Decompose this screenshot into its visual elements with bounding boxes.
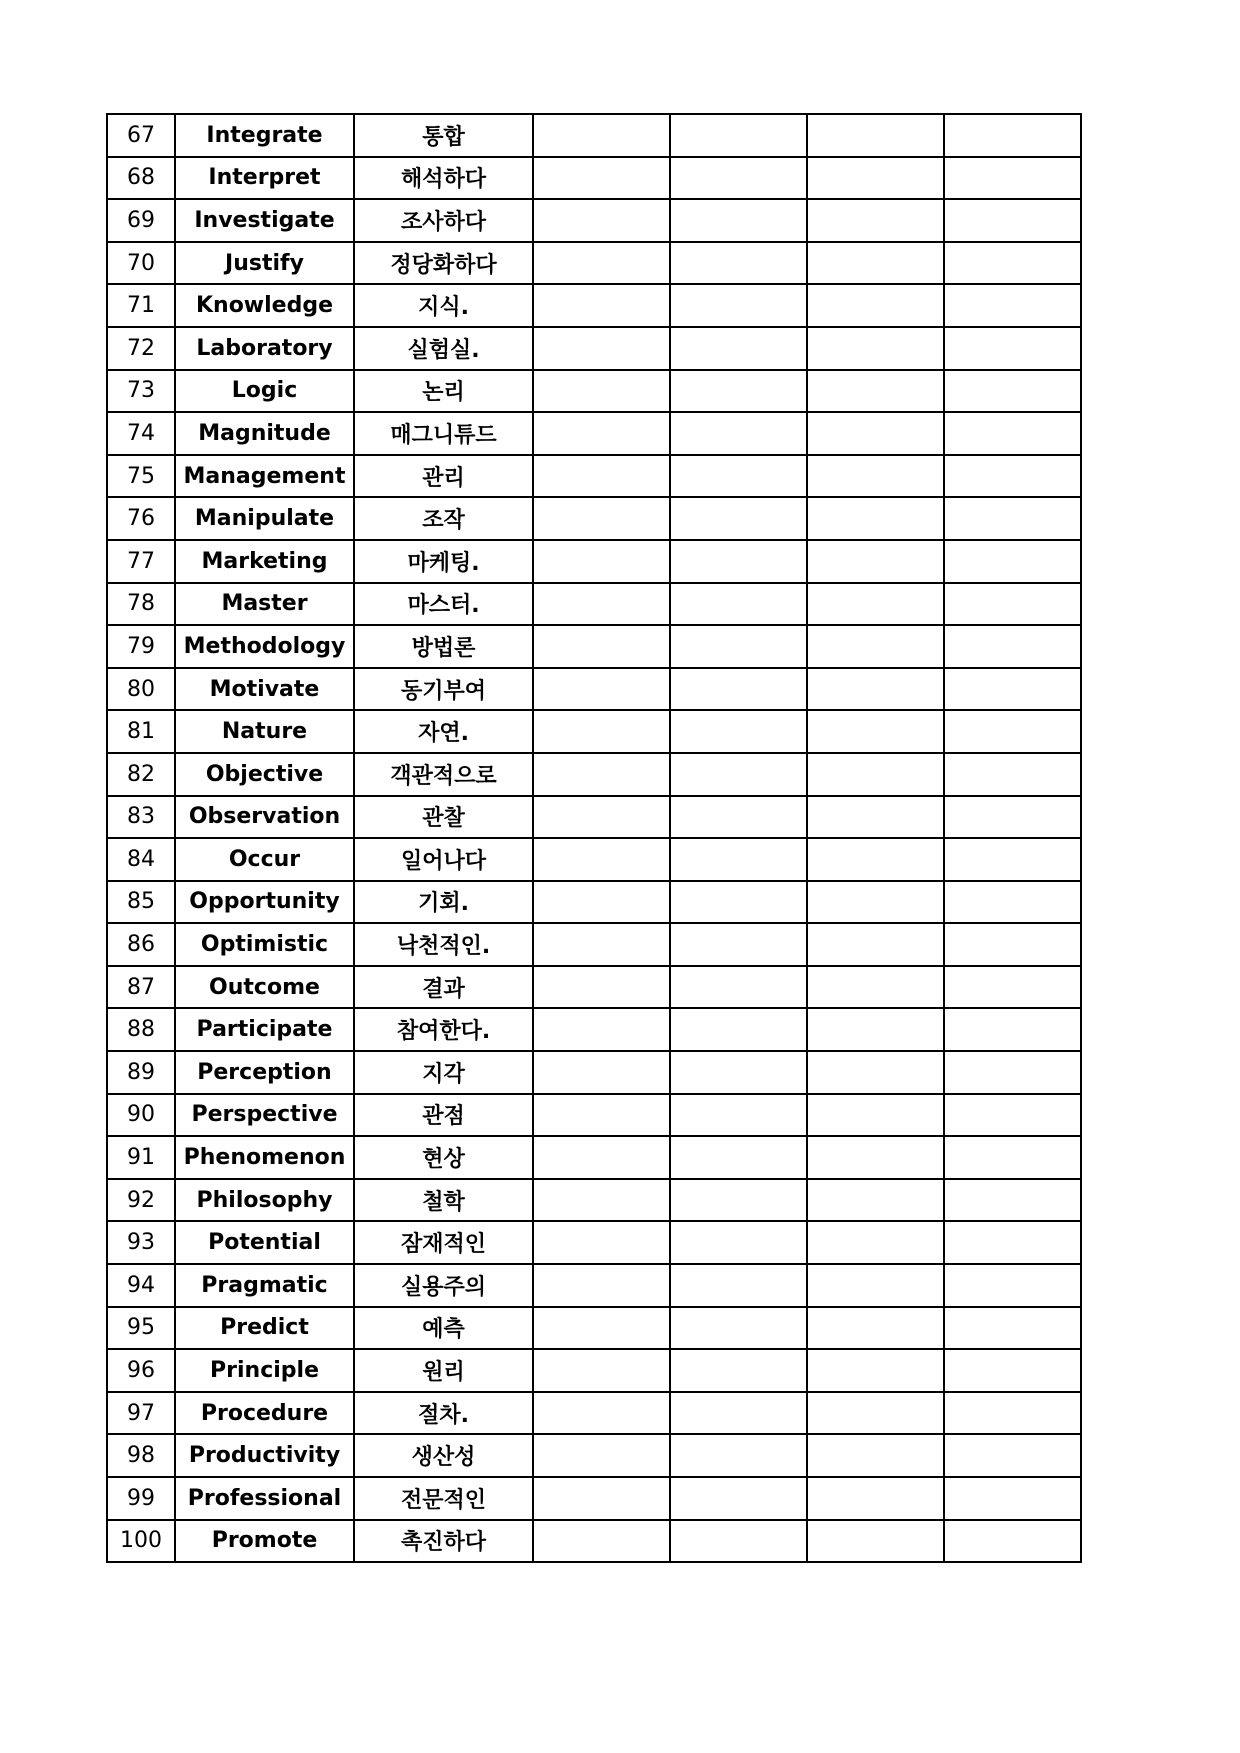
english-word: Marketing xyxy=(175,540,354,583)
blank-cell-4 xyxy=(944,370,1081,413)
blank-cell-1 xyxy=(533,881,670,924)
table-row xyxy=(107,1307,1081,1350)
korean-meaning: 동기부여 xyxy=(354,668,533,711)
table-row xyxy=(107,1349,1081,1392)
blank-cell-2 xyxy=(670,923,807,966)
row-number: 70 xyxy=(107,242,175,285)
english-word: Phenomenon xyxy=(175,1136,354,1179)
blank-cell-2 xyxy=(670,625,807,668)
table-row xyxy=(107,1136,1081,1179)
blank-cell-1 xyxy=(533,923,670,966)
blank-cell-2 xyxy=(670,157,807,200)
blank-cell-3 xyxy=(807,583,944,626)
blank-cell-1 xyxy=(533,1392,670,1435)
row-number: 84 xyxy=(107,838,175,881)
blank-cell-1 xyxy=(533,327,670,370)
blank-cell-4 xyxy=(944,923,1081,966)
blank-cell-3 xyxy=(807,710,944,753)
korean-meaning: 통합 xyxy=(354,114,533,157)
blank-cell-4 xyxy=(944,583,1081,626)
blank-cell-3 xyxy=(807,327,944,370)
korean-meaning: 잠재적인 xyxy=(354,1221,533,1264)
row-number: 74 xyxy=(107,412,175,455)
blank-cell-3 xyxy=(807,1051,944,1094)
blank-cell-3 xyxy=(807,753,944,796)
blank-cell-4 xyxy=(944,1051,1081,1094)
table-row xyxy=(107,199,1081,242)
korean-meaning: 철학 xyxy=(354,1179,533,1222)
blank-cell-4 xyxy=(944,1008,1081,1051)
blank-cell-4 xyxy=(944,881,1081,924)
table-row xyxy=(107,327,1081,370)
english-word: Manipulate xyxy=(175,497,354,540)
blank-cell-2 xyxy=(670,114,807,157)
row-number: 94 xyxy=(107,1264,175,1307)
korean-meaning: 조작 xyxy=(354,497,533,540)
row-number: 92 xyxy=(107,1179,175,1222)
blank-cell-3 xyxy=(807,923,944,966)
blank-cell-2 xyxy=(670,1349,807,1392)
blank-cell-4 xyxy=(944,1264,1081,1307)
blank-cell-2 xyxy=(670,1434,807,1477)
english-word: Logic xyxy=(175,370,354,413)
blank-cell-1 xyxy=(533,1051,670,1094)
blank-cell-1 xyxy=(533,710,670,753)
row-number: 68 xyxy=(107,157,175,200)
english-word: Occur xyxy=(175,838,354,881)
english-word: Potential xyxy=(175,1221,354,1264)
row-number: 88 xyxy=(107,1008,175,1051)
blank-cell-2 xyxy=(670,583,807,626)
blank-cell-3 xyxy=(807,625,944,668)
blank-cell-3 xyxy=(807,157,944,200)
table-row xyxy=(107,497,1081,540)
row-number: 97 xyxy=(107,1392,175,1435)
table-row xyxy=(107,1392,1081,1435)
blank-cell-2 xyxy=(670,370,807,413)
row-number: 73 xyxy=(107,370,175,413)
blank-cell-4 xyxy=(944,114,1081,157)
blank-cell-4 xyxy=(944,1520,1081,1563)
row-number: 85 xyxy=(107,881,175,924)
blank-cell-2 xyxy=(670,284,807,327)
blank-cell-3 xyxy=(807,412,944,455)
blank-cell-1 xyxy=(533,1307,670,1350)
blank-cell-2 xyxy=(670,753,807,796)
blank-cell-3 xyxy=(807,668,944,711)
blank-cell-1 xyxy=(533,199,670,242)
korean-meaning: 기회. xyxy=(354,881,533,924)
blank-cell-4 xyxy=(944,412,1081,455)
row-number: 67 xyxy=(107,114,175,157)
blank-cell-2 xyxy=(670,796,807,839)
korean-meaning: 절차. xyxy=(354,1392,533,1435)
english-word: Objective xyxy=(175,753,354,796)
row-number: 100 xyxy=(107,1520,175,1563)
korean-meaning: 정당화하다 xyxy=(354,242,533,285)
blank-cell-4 xyxy=(944,753,1081,796)
row-number: 83 xyxy=(107,796,175,839)
korean-meaning: 방법론 xyxy=(354,625,533,668)
table-row xyxy=(107,1051,1081,1094)
blank-cell-4 xyxy=(944,1434,1081,1477)
blank-cell-2 xyxy=(670,1008,807,1051)
row-number: 86 xyxy=(107,923,175,966)
row-number: 71 xyxy=(107,284,175,327)
english-word: Integrate xyxy=(175,114,354,157)
english-word: Perception xyxy=(175,1051,354,1094)
english-word: Philosophy xyxy=(175,1179,354,1222)
blank-cell-2 xyxy=(670,1520,807,1563)
blank-cell-1 xyxy=(533,1434,670,1477)
english-word: Interpret xyxy=(175,157,354,200)
blank-cell-2 xyxy=(670,1136,807,1179)
blank-cell-4 xyxy=(944,1221,1081,1264)
blank-cell-4 xyxy=(944,1392,1081,1435)
blank-cell-3 xyxy=(807,1520,944,1563)
blank-cell-3 xyxy=(807,497,944,540)
korean-meaning: 참여한다. xyxy=(354,1008,533,1051)
blank-cell-1 xyxy=(533,1221,670,1264)
vocabulary-table-body xyxy=(107,114,1081,1562)
blank-cell-3 xyxy=(807,1392,944,1435)
blank-cell-3 xyxy=(807,540,944,583)
blank-cell-4 xyxy=(944,966,1081,1009)
blank-cell-4 xyxy=(944,1094,1081,1137)
english-word: Principle xyxy=(175,1349,354,1392)
blank-cell-1 xyxy=(533,284,670,327)
table-row xyxy=(107,583,1081,626)
row-number: 99 xyxy=(107,1477,175,1520)
table-row xyxy=(107,1477,1081,1520)
blank-cell-2 xyxy=(670,668,807,711)
row-number: 90 xyxy=(107,1094,175,1137)
blank-cell-2 xyxy=(670,710,807,753)
table-row xyxy=(107,1221,1081,1264)
blank-cell-1 xyxy=(533,157,670,200)
blank-cell-2 xyxy=(670,966,807,1009)
english-word: Procedure xyxy=(175,1392,354,1435)
table-row xyxy=(107,668,1081,711)
korean-meaning: 지식. xyxy=(354,284,533,327)
blank-cell-1 xyxy=(533,583,670,626)
blank-cell-1 xyxy=(533,114,670,157)
english-word: Perspective xyxy=(175,1094,354,1137)
row-number: 95 xyxy=(107,1307,175,1350)
blank-cell-4 xyxy=(944,1477,1081,1520)
table-row xyxy=(107,1264,1081,1307)
english-word: Investigate xyxy=(175,199,354,242)
korean-meaning: 원리 xyxy=(354,1349,533,1392)
english-word: Laboratory xyxy=(175,327,354,370)
blank-cell-1 xyxy=(533,1477,670,1520)
row-number: 69 xyxy=(107,199,175,242)
blank-cell-1 xyxy=(533,497,670,540)
table-row xyxy=(107,796,1081,839)
blank-cell-4 xyxy=(944,497,1081,540)
row-number: 96 xyxy=(107,1349,175,1392)
english-word: Productivity xyxy=(175,1434,354,1477)
english-word: Nature xyxy=(175,710,354,753)
blank-cell-4 xyxy=(944,838,1081,881)
blank-cell-1 xyxy=(533,455,670,498)
korean-meaning: 관찰 xyxy=(354,796,533,839)
blank-cell-1 xyxy=(533,668,670,711)
english-word: Outcome xyxy=(175,966,354,1009)
korean-meaning: 전문적인 xyxy=(354,1477,533,1520)
blank-cell-1 xyxy=(533,753,670,796)
english-word: Magnitude xyxy=(175,412,354,455)
blank-cell-4 xyxy=(944,327,1081,370)
blank-cell-2 xyxy=(670,1094,807,1137)
table-row xyxy=(107,1179,1081,1222)
blank-cell-4 xyxy=(944,625,1081,668)
english-word: Pragmatic xyxy=(175,1264,354,1307)
blank-cell-4 xyxy=(944,284,1081,327)
korean-meaning: 실용주의 xyxy=(354,1264,533,1307)
english-word: Knowledge xyxy=(175,284,354,327)
blank-cell-4 xyxy=(944,157,1081,200)
blank-cell-4 xyxy=(944,710,1081,753)
blank-cell-4 xyxy=(944,455,1081,498)
table-row xyxy=(107,284,1081,327)
blank-cell-1 xyxy=(533,625,670,668)
blank-cell-3 xyxy=(807,1307,944,1350)
row-number: 87 xyxy=(107,966,175,1009)
table-row xyxy=(107,114,1081,157)
blank-cell-1 xyxy=(533,1094,670,1137)
blank-cell-3 xyxy=(807,966,944,1009)
table-row xyxy=(107,838,1081,881)
table-row xyxy=(107,710,1081,753)
blank-cell-1 xyxy=(533,412,670,455)
table-row xyxy=(107,966,1081,1009)
korean-meaning: 관점 xyxy=(354,1094,533,1137)
blank-cell-2 xyxy=(670,242,807,285)
korean-meaning: 논리 xyxy=(354,370,533,413)
row-number: 91 xyxy=(107,1136,175,1179)
english-word: Motivate xyxy=(175,668,354,711)
korean-meaning: 조사하다 xyxy=(354,199,533,242)
blank-cell-2 xyxy=(670,1051,807,1094)
blank-cell-1 xyxy=(533,1136,670,1179)
korean-meaning: 촉진하다 xyxy=(354,1520,533,1563)
blank-cell-3 xyxy=(807,114,944,157)
blank-cell-3 xyxy=(807,1008,944,1051)
blank-cell-1 xyxy=(533,1349,670,1392)
blank-cell-1 xyxy=(533,1520,670,1563)
korean-meaning: 마케팅. xyxy=(354,540,533,583)
table-row xyxy=(107,753,1081,796)
blank-cell-1 xyxy=(533,796,670,839)
korean-meaning: 생산성 xyxy=(354,1434,533,1477)
korean-meaning: 해석하다 xyxy=(354,157,533,200)
blank-cell-2 xyxy=(670,327,807,370)
blank-cell-2 xyxy=(670,455,807,498)
table-row xyxy=(107,540,1081,583)
blank-cell-3 xyxy=(807,881,944,924)
blank-cell-4 xyxy=(944,1179,1081,1222)
korean-meaning: 결과 xyxy=(354,966,533,1009)
table-row xyxy=(107,370,1081,413)
blank-cell-4 xyxy=(944,1349,1081,1392)
table-row xyxy=(107,625,1081,668)
blank-cell-3 xyxy=(807,1349,944,1392)
table-row xyxy=(107,242,1081,285)
blank-cell-2 xyxy=(670,540,807,583)
english-word: Promote xyxy=(175,1520,354,1563)
korean-meaning: 예측 xyxy=(354,1307,533,1350)
blank-cell-3 xyxy=(807,1221,944,1264)
korean-meaning: 지각 xyxy=(354,1051,533,1094)
blank-cell-2 xyxy=(670,1307,807,1350)
blank-cell-1 xyxy=(533,1179,670,1222)
korean-meaning: 매그니튜드 xyxy=(354,412,533,455)
korean-meaning: 자연. xyxy=(354,710,533,753)
table-row xyxy=(107,1094,1081,1137)
blank-cell-1 xyxy=(533,370,670,413)
row-number: 79 xyxy=(107,625,175,668)
korean-meaning: 실험실. xyxy=(354,327,533,370)
blank-cell-3 xyxy=(807,796,944,839)
blank-cell-4 xyxy=(944,242,1081,285)
blank-cell-3 xyxy=(807,199,944,242)
blank-cell-2 xyxy=(670,412,807,455)
table-row xyxy=(107,157,1081,200)
table-row xyxy=(107,881,1081,924)
blank-cell-3 xyxy=(807,1094,944,1137)
row-number: 93 xyxy=(107,1221,175,1264)
blank-cell-1 xyxy=(533,540,670,583)
blank-cell-4 xyxy=(944,540,1081,583)
row-number: 72 xyxy=(107,327,175,370)
blank-cell-2 xyxy=(670,199,807,242)
english-word: Management xyxy=(175,455,354,498)
table-row xyxy=(107,1434,1081,1477)
blank-cell-2 xyxy=(670,1179,807,1222)
blank-cell-3 xyxy=(807,1264,944,1307)
korean-meaning: 일어나다 xyxy=(354,838,533,881)
row-number: 77 xyxy=(107,540,175,583)
blank-cell-3 xyxy=(807,1434,944,1477)
english-word: Predict xyxy=(175,1307,354,1350)
blank-cell-3 xyxy=(807,1136,944,1179)
row-number: 76 xyxy=(107,497,175,540)
blank-cell-2 xyxy=(670,838,807,881)
blank-cell-4 xyxy=(944,796,1081,839)
korean-meaning: 객관적으로 xyxy=(354,753,533,796)
english-word: Methodology xyxy=(175,625,354,668)
blank-cell-1 xyxy=(533,838,670,881)
blank-cell-1 xyxy=(533,1264,670,1307)
blank-cell-2 xyxy=(670,1477,807,1520)
blank-cell-2 xyxy=(670,1221,807,1264)
table-row xyxy=(107,1520,1081,1563)
row-number: 75 xyxy=(107,455,175,498)
blank-cell-3 xyxy=(807,284,944,327)
row-number: 80 xyxy=(107,668,175,711)
table-row xyxy=(107,412,1081,455)
blank-cell-4 xyxy=(944,199,1081,242)
blank-cell-1 xyxy=(533,242,670,285)
blank-cell-3 xyxy=(807,1179,944,1222)
blank-cell-4 xyxy=(944,1136,1081,1179)
korean-meaning: 현상 xyxy=(354,1136,533,1179)
korean-meaning: 낙천적인. xyxy=(354,923,533,966)
korean-meaning: 관리 xyxy=(354,455,533,498)
row-number: 82 xyxy=(107,753,175,796)
blank-cell-2 xyxy=(670,1392,807,1435)
korean-meaning: 마스터. xyxy=(354,583,533,626)
blank-cell-3 xyxy=(807,370,944,413)
blank-cell-3 xyxy=(807,242,944,285)
table-row xyxy=(107,1008,1081,1051)
blank-cell-3 xyxy=(807,838,944,881)
vocabulary-table xyxy=(106,113,1082,1563)
row-number: 98 xyxy=(107,1434,175,1477)
blank-cell-2 xyxy=(670,1264,807,1307)
table-row xyxy=(107,923,1081,966)
table-row xyxy=(107,455,1081,498)
blank-cell-3 xyxy=(807,1477,944,1520)
english-word: Professional xyxy=(175,1477,354,1520)
english-word: Optimistic xyxy=(175,923,354,966)
english-word: Participate xyxy=(175,1008,354,1051)
blank-cell-2 xyxy=(670,881,807,924)
row-number: 89 xyxy=(107,1051,175,1094)
blank-cell-3 xyxy=(807,455,944,498)
blank-cell-2 xyxy=(670,497,807,540)
blank-cell-1 xyxy=(533,966,670,1009)
english-word: Observation xyxy=(175,796,354,839)
english-word: Master xyxy=(175,583,354,626)
blank-cell-1 xyxy=(533,1008,670,1051)
row-number: 81 xyxy=(107,710,175,753)
row-number: 78 xyxy=(107,583,175,626)
blank-cell-4 xyxy=(944,668,1081,711)
english-word: Opportunity xyxy=(175,881,354,924)
english-word: Justify xyxy=(175,242,354,285)
blank-cell-4 xyxy=(944,1307,1081,1350)
